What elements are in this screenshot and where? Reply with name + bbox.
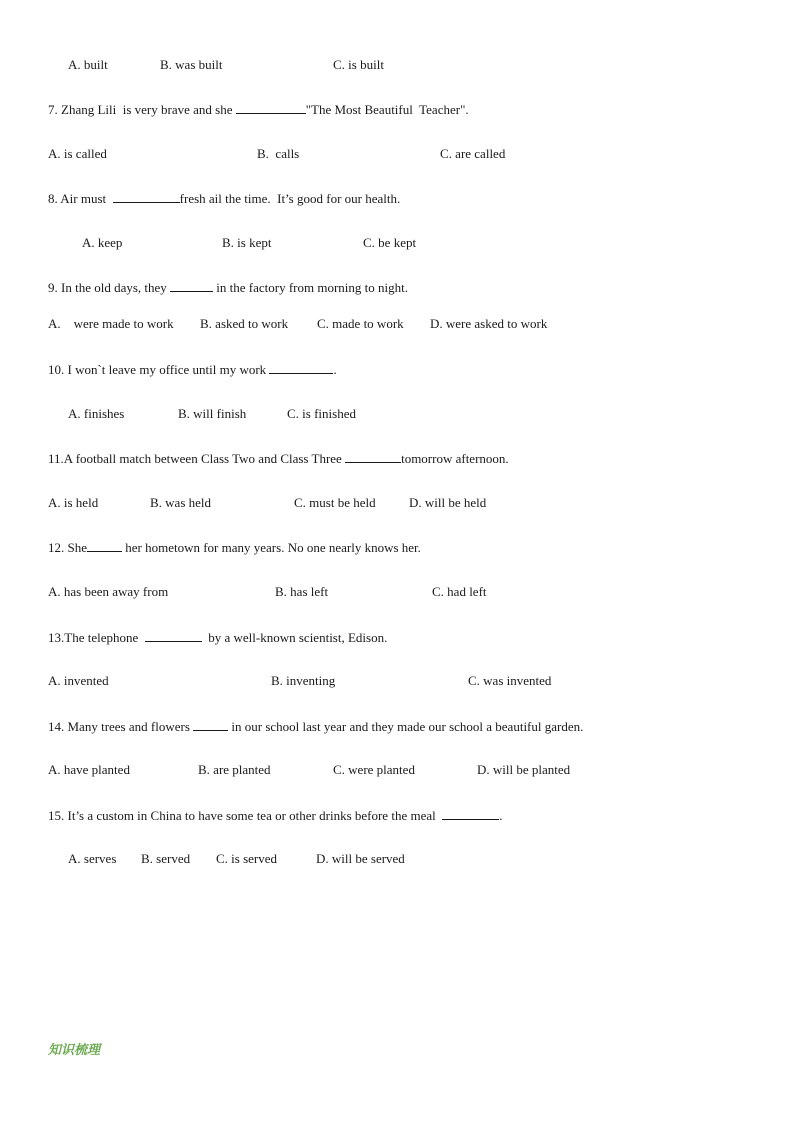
q8-option-a: A. keep [82,235,123,250]
q10-stem-post: . [333,362,337,377]
q13-option-b: B. inventing [271,673,336,688]
q9-option-a: A. were made to work [48,316,174,331]
question-9 [48,279,408,296]
question-8 [48,190,400,207]
q12-option-b: B. has left [275,584,329,599]
q14-option-b: B. are planted [198,762,271,777]
q10-option-b: B. will finish [178,406,247,421]
q15-stem-pre: 15. It’s a custom in China to have some tea or other drinks before the meal [48,808,443,823]
q15-answer-blank [442,807,499,820]
q14-answer-blank [193,718,228,731]
q8-stem-post: fresh ail the time. It’s good for our health. [179,191,401,206]
q15-option-c: C. is served [216,851,278,866]
q11-stem-post: tomorrow afternoon. [401,451,509,466]
q7-option-a: A. is called [48,146,107,161]
q11-option-b: B. was held [150,495,212,510]
question-15 [48,807,502,824]
q13-option-c: C. was invented [468,673,552,688]
q14-option-c: C. were planted [333,762,415,777]
question-10 [48,361,337,378]
q11-stem-pre: 11.A football match between Class Two and Class Three [48,451,346,466]
q14-option-d: D. will be planted [477,762,571,777]
question-14 [48,718,583,735]
q12-stem-pre: 12. She [48,540,87,555]
q9-stem-pre: 9. In the old days, they [48,280,171,295]
q14-stem-post: in our school last year and they made our school a beautiful garden. [228,719,584,734]
q6-option-a: A. built [68,57,108,72]
question-7 [48,101,469,118]
q9-option-c: C. made to work [317,316,404,331]
question-11 [48,450,509,467]
q12-option-a: A. has been away from [48,584,169,599]
q6-option-b: B. was built [160,57,223,72]
q12-option-c: C. had left [432,584,487,599]
q14-stem-pre: 14. Many trees and flowers [48,719,194,734]
q13-option-a: A. invented [48,673,109,688]
q11-answer-blank [345,450,401,463]
q10-answer-blank [269,361,333,374]
q9-option-d: D. were asked to work [430,316,548,331]
q11-option-c: C. must be held [294,495,376,510]
q13-answer-blank [145,629,202,642]
q7-stem-pre: 7. Zhang Lili is very brave and she [48,102,236,117]
q15-stem-post: . [499,808,503,823]
question-12 [48,539,421,556]
q10-stem-pre: 10. I won`t leave my office until my work [48,362,270,377]
q7-answer-blank [236,101,306,114]
q15-option-b: B. served [141,851,191,866]
q11-option-a: A. is held [48,495,99,510]
q7-stem-post: "The Most Beautiful Teacher". [305,102,469,117]
q10-option-a: A. finishes [68,406,125,421]
q8-answer-blank [113,190,180,203]
q7-option-c: C. are called [440,146,506,161]
q11-option-d: D. will be held [409,495,487,510]
q9-option-b: B. asked to work [200,316,289,331]
q10-option-c: C. is finished [287,406,356,421]
q13-stem-pre: 13.The telephone [48,630,145,645]
q12-stem-post: her hometown for many years. No one nearly knows her. [122,540,421,555]
question-13 [48,629,387,646]
section-heading-knowledge-review: 知识梳理 [48,1043,101,1058]
q13-stem-post: by a well-known scientist, Edison. [201,630,388,645]
q9-stem-post: in the factory from morning to night. [213,280,409,295]
q8-option-b: B. is kept [222,235,272,250]
q12-answer-blank [87,539,122,552]
q7-option-b: B. calls [257,146,300,161]
q15-option-a: A. serves [68,851,117,866]
q14-option-a: A. have planted [48,762,130,777]
q6-option-c: C. is built [333,57,384,72]
q15-option-d: D. will be served [316,851,405,866]
q8-stem-pre: 8. Air must [48,191,113,206]
q8-option-c: C. be kept [363,235,417,250]
q9-answer-blank [170,279,213,292]
